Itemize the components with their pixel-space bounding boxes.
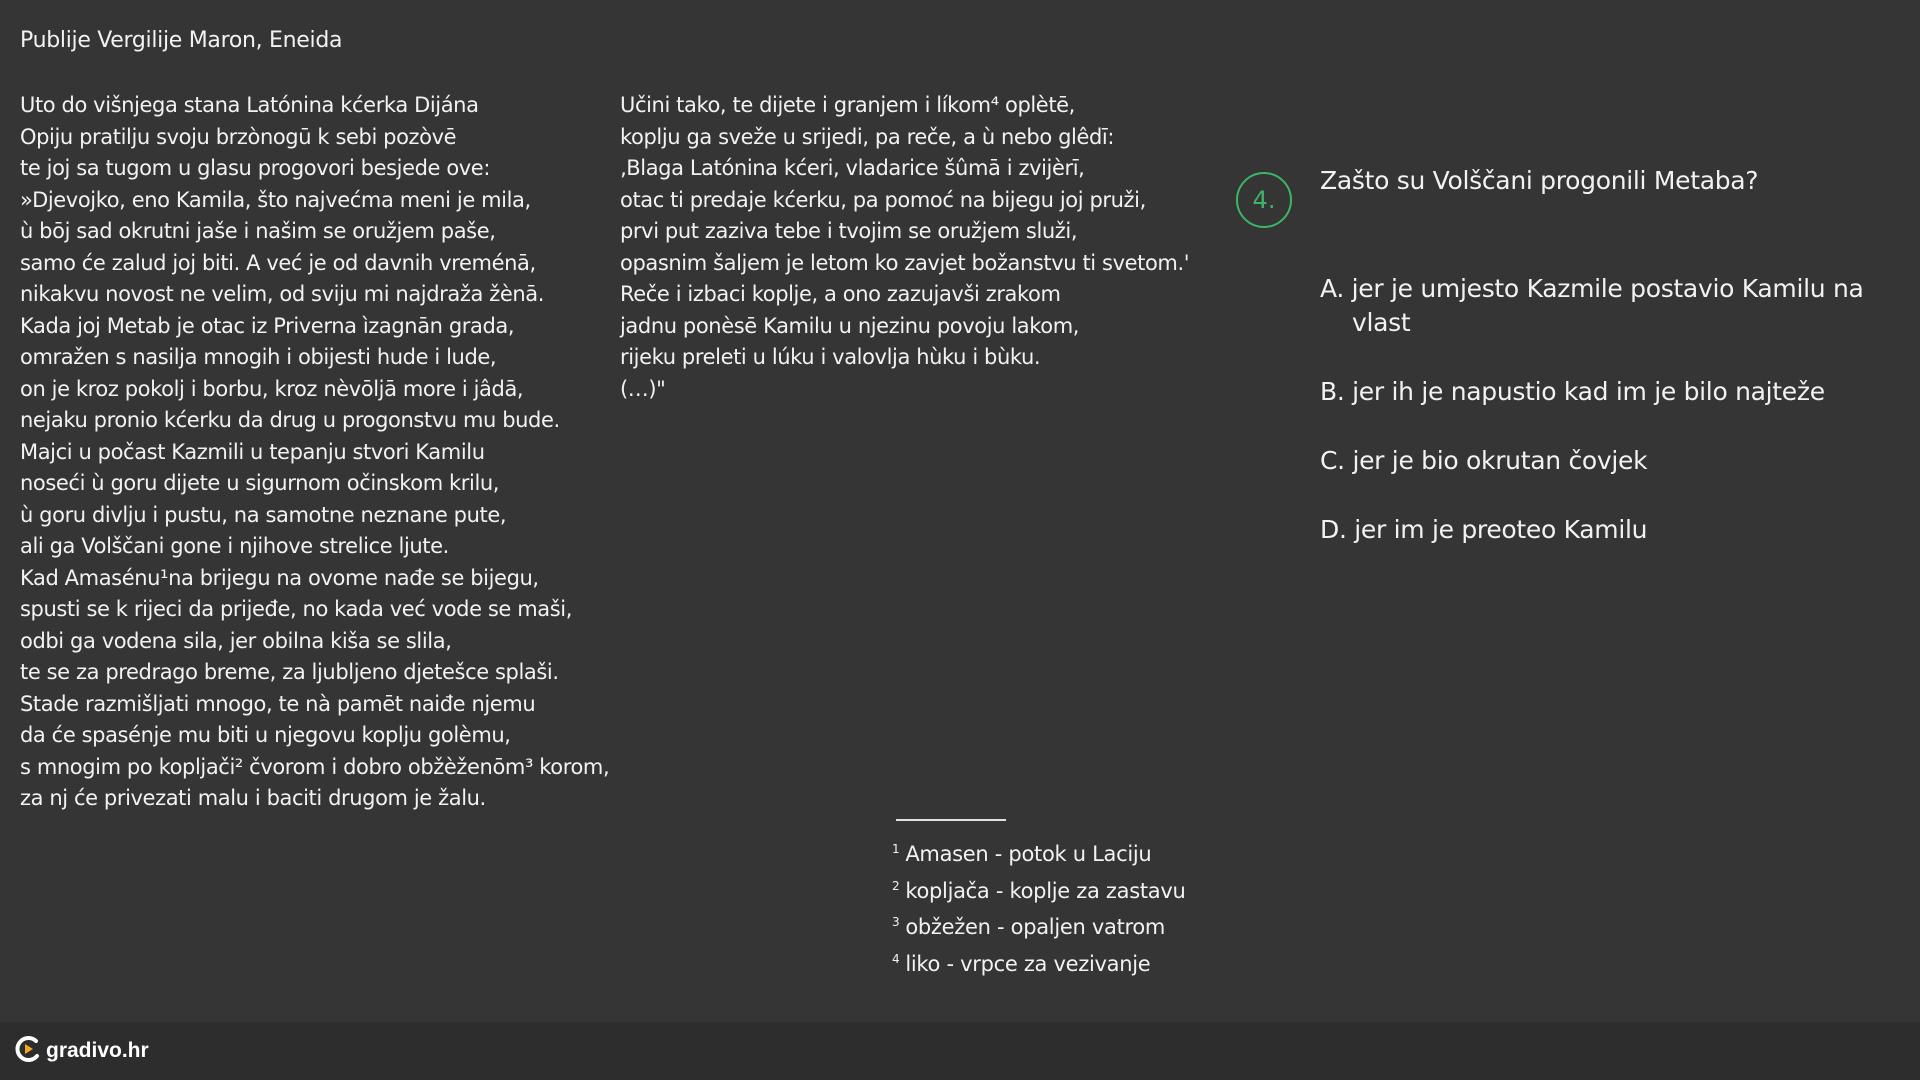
poem-line: prvi put zaziva tebe i tvojim se oružjem služi,: [620, 219, 1078, 243]
answer-option-b[interactable]: B. jer ih je napustio kad im je bilo najteže: [1320, 377, 1825, 406]
poem-line: Učini tako, te dijete i granjem i líkom⁴ oplètē,: [620, 93, 1075, 117]
question-number-badge: [1236, 172, 1292, 228]
poem-line: spusti se k rijeci da prijeđe, no kada već vode se maši,: [20, 597, 572, 621]
gradivo-logo[interactable]: [14, 1034, 149, 1068]
poem-line: te se za predrago breme, za ljubljeno djetešce splaši.: [20, 660, 559, 684]
poem-line: noseći ù goru dijete u sigurnom očinskom krilu,: [20, 471, 500, 495]
poem-line: ù bōj sad okrutni jaše i našim se oružjem paše,: [20, 219, 496, 243]
logo-text: gradivo.hr: [46, 1039, 149, 1062]
footnote-item: $^1$ Amasen - potok u Laciju: [892, 842, 1152, 866]
poem-line: Reče i izbaci koplje, a ono zazujavši zrakom: [620, 282, 1061, 306]
poem-line: s mnogim po kopljači² čvorom i dobro obžèženōm³ korom,: [20, 754, 610, 779]
poem-line: ù goru divlju i pustu, na samotne neznane pute,: [20, 502, 507, 527]
poem-line: odbi ga vodena sila, jer obilna kiša se slila,: [20, 628, 452, 653]
poem-line: ali ga Volščani gone i njihove strelice ljute.: [20, 534, 449, 558]
answer-option-d[interactable]: D. jer im je preoteo Kamilu: [1320, 515, 1648, 544]
answer-option-c[interactable]: C. jer je bio okrutan čovjek: [1320, 446, 1648, 475]
poem-line: Kada joj Metab je otac iz Priverna ìzagnān grada,: [20, 313, 515, 338]
poem-line: nejaku pronio kćerku da drug u progonstvu mu bude.: [20, 408, 560, 432]
poem-line: »Djevojko, eno Kamila, što najvećma meni je mila,: [20, 187, 531, 212]
poem-line: omražen s nasilja mnogih i obijesti hude i lude,: [20, 345, 497, 369]
poem-line: te joj sa tugom u glasu progovori besjede ove:: [20, 156, 490, 180]
footer-bar: [0, 1022, 1920, 1080]
poem-line: Opiju pratilju svoju brzònogū k sebi pozòvē: [20, 124, 457, 149]
poem-line: opasnim šaljem je letom ko zavjet božanstvu ti svetom.': [620, 250, 1190, 275]
poem-line: nikakvu novost ne velim, od sviju mi najdraža žènā.: [20, 282, 545, 306]
footnote-item: $^4$ liko - vrpce za vezivanje: [892, 951, 1151, 976]
answer-list: [1320, 272, 1880, 582]
poem-line: Stade razmišljati mnogo, te nà pamēt naiđe njemu: [20, 691, 536, 716]
page-title: Publije Vergilije Maron, Eneida: [20, 28, 343, 53]
footnote-item: $^2$ kopljača - koplje za zastavu: [892, 878, 1186, 903]
poem-line: koplju ga sveže u srijedi, pa reče, a ù nebo glêdī:: [620, 124, 1115, 149]
poem-column-2: [620, 90, 1189, 405]
answer-option-a[interactable]: A. jer je umjesto Kazmile postavio Kamilu na vlast: [1320, 274, 1864, 337]
poem-line: otac ti predaje kćerku, pa pomoć na bijegu joj pruži,: [620, 187, 1146, 212]
poem-column-1: [20, 90, 609, 815]
poem-line: (…)": [620, 376, 666, 401]
poem-line: samo će zalud joj biti. A već je od davnih vreménā,: [20, 250, 536, 275]
footnotes: [892, 834, 1186, 980]
gradivo-logo-icon: [14, 1034, 42, 1068]
question-number: 4.: [1252, 186, 1276, 214]
poem-line: Kad Amasénu¹na brijegu na ovome nađe se bijegu,: [20, 565, 539, 590]
poem-line: Uto do višnjega stana Latónina kćerka Dijána: [20, 93, 479, 117]
footnote-item: $^3$ obžežen - opaljen vatrom: [892, 915, 1166, 939]
poem-line: rijeku preleti u lúku i valovlja hùku i bùku.: [620, 345, 1041, 369]
footnote-divider: [896, 819, 1006, 821]
poem-line: da će spasénje mu biti u njegovu koplju golèmu,: [20, 723, 511, 747]
poem-line: on je kroz pokolj i borbu, kroz nèvōljā more i jâdā,: [20, 376, 524, 401]
poem-line: ‚Blaga Latónina kćeri, vladarice šûmā i zvijèrī,: [620, 156, 1085, 180]
question-text: Zašto su Volščani progonili Metaba?: [1320, 166, 1759, 195]
poem-line: jadnu ponèsē Kamilu u njezinu povoju lakom,: [620, 313, 1080, 338]
poem-line: za nj će privezati malu i baciti drugom je žalu.: [20, 786, 486, 810]
poem-line: Majci u počast Kazmili u tepanju stvori Kamilu: [20, 439, 485, 464]
